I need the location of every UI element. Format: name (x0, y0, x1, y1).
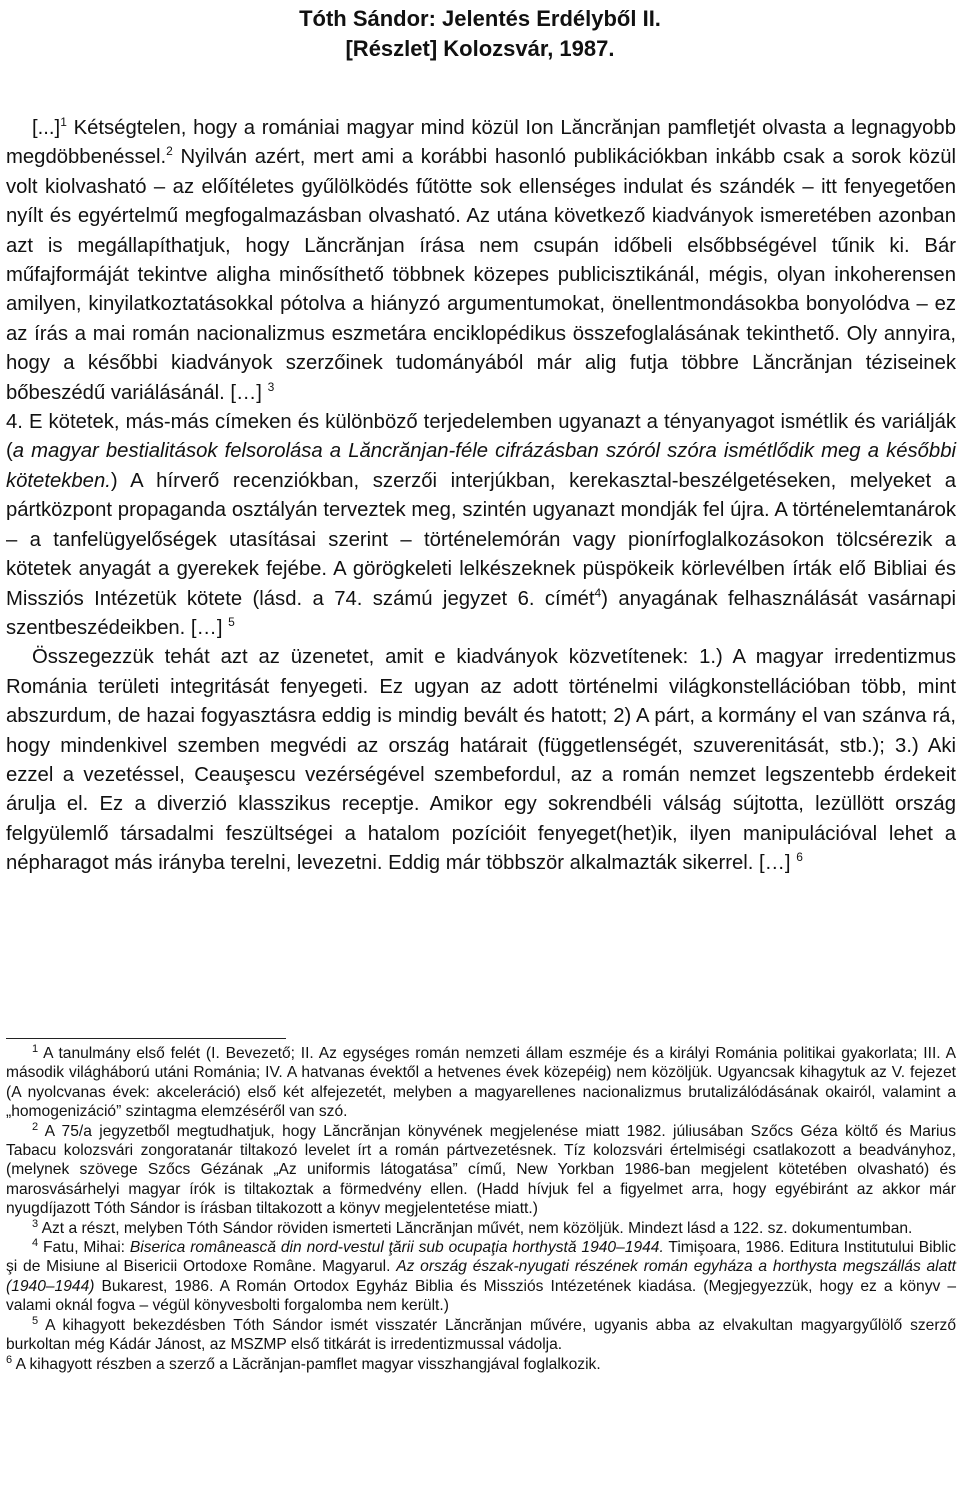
paragraph-1-text-b: Nyilván azért, mert ami a korábbi hasonló publikációkban inkább csak a sorok közül volt kiolvasható – az előítéletes gyűlölködés fűtötte sok ellenséges indulat és szándék – itt fenyegetően nyílt és egyértelmű megfogalmazásban olvasható. Az utána következő kiadványok ismeretében azonban azt is megállapíthatjuk, hogy Lăncrănjan írása nem csupán időbeli elsőbbségével tűnik ki. Bár műfajformáját tekintve aligha minősíthető többnek közepes publicisztikánál, mégis, olyan inkoherensen amilyen, kinyilatkoztatásokkal pótolva a hiányzó argumentumokat, önellentmondásokba bonyolódva – ez az írás a mai román nacionalizmus eszmetára enciklopédikus összefoglalásának tekinthető. Oly annyira, hogy a későbbi kiadványok szerzőinek tudományából már alig futja többre Lăncrănjan téziseinek bőbeszédű variálásánál. […] (6, 146, 956, 404)
footnote-number: 4 (32, 1236, 39, 1249)
footnote-2 (6, 1122, 956, 1219)
footnote-text: A kihagyott részben a szerző a Lăcrănjan-pamflet magyar visszhangjával foglalkozik. (12, 1355, 601, 1373)
footnote-3 (6, 1219, 956, 1238)
paragraph-1-text-a: Kétségtelen, hogy a romániai magyar mind közül Ion Lăncrănjan pamfletjét olvasta a legnagyobb megdöbbenéssel. (6, 117, 956, 169)
footnote-text-a: Fatu, Mihai: (38, 1239, 130, 1257)
footnote-number: 3 (32, 1217, 39, 1230)
footnote-ref-6[interactable]: 6 (796, 850, 803, 865)
footnote-number: 1 (32, 1042, 39, 1055)
main-text (6, 114, 956, 879)
footnote-5 (6, 1316, 956, 1355)
footnote-4 (6, 1238, 956, 1316)
footnote-ref-1[interactable]: 1 (60, 115, 67, 130)
paragraph-2-text-c: ) anyagának felhasználását vasárnapi szentbeszédeikben. […] (6, 587, 956, 639)
footnote-ref-2[interactable]: 2 (166, 144, 173, 159)
footnote-text: Azt a részt, melyben Tóth Sándor röviden ismerteti Lăncrănjan művét, nem közöljük. Mindezt lásd a 122. sz. dokumentumban. (38, 1219, 913, 1237)
paragraph-1 (6, 114, 956, 408)
footnote-text: A kihagyott bekezdésben Tóth Sándor ismét visszatér Lăncrănjan művére, ugyanis abba az elvakultan magyargyűlölő szerző burkoltan még Kádár Jánost, az MSZMP első titkárát is irredentizmussal vádolja. (6, 1316, 956, 1354)
footnote-text: A tanulmány első felét (I. Bevezető; II. Az egységes román nemzeti állam eszméje és a királyi Románia politikai gyakorlata; III. A második világháború utáni Románia; IV. A hatvanas évektől a hetvenes évek közepéig) nem közöljük. Ugyancsak kihagytuk az V. fejezet (A nyolcvanas évek: akceleráció) első két alfejezetét, melyben a magyarellenes nacionalizmus brutalizálódásának okairól, valamint a „homogenizáció” szintagma elemzéséről van szó. (6, 1045, 956, 1121)
footnote-number: 6 (6, 1353, 13, 1366)
footnote-number: 5 (32, 1314, 39, 1327)
ellipsis: [...] (32, 117, 61, 139)
footnote-6 (6, 1355, 956, 1374)
footnote-text-c: Bukarest, 1986. A Román Ortodox Egyház Biblia és Missziós Intézetének kiadása. (Megjegyezzük, hogy ez a könyv – valami oknál fogva – végül könyvesbolti forgalomba nem került.) (6, 1277, 956, 1315)
footnote-text: A 75/a jegyzetből megtudhatjuk, hogy Lăncrănjan könyvének megjelenése miatt 1982. júliusában Szőcs Géza költő és Marius Tabacu kolozsvári zongoratanár tiltakozó levelet írt a román pártvezetésnek. Tíz kolozsvári értelmiségi csatlakozott a beadványhoz, (melynek szövege Szőcs Gézának „Az uniformis látogatása” című, New Yorkban 1986-ban megjelent kötetében olvasható) és marosvásárhelyi magyar írók is tiltakoztak a förmedvény ellen. (Hadd hívjuk fel a figyelmet arra, hogy egyébiránt az akkor már nyugdíjazott Tóth Sándor is írásban tiltakozott a könyv megjelentetése miatt.) (6, 1122, 956, 1218)
paragraph-3-text: Összegezzük tehát azt az üzenetet, amit e kiadványok közvetítenek: 1.) A magyar irredentizmus Románia területi integritását fenyegeti. Ez ugyan az adott történelmi világkonstellációban több, mint abszurdum, de hazai fogyasztásra eddig is mindig bevált és hatott; 2) A párt, a kormány el van szánva rá, hogy mindenkivel szemben megvédi az ország határait (függetlenségét, szuverenitását, stb.); 3.) Aki ezzel a vezetéssel, Ceauşescu vezérségével szembefordul, az a román nemzet legszentebb érdekeit árulja el. Ez a diverzió klasszikus receptje. Amikor egy sokrendbéli válság sújtotta, lezüllött ország felgyülemlő társadalmi feszültségei a hatalom pozícióit fenyeget(het)ik, ilyen manipulációval lehet a népharagot más irányba terelni, levezetni. Eddig már többször alkalmazták sikerrel. […] (6, 646, 956, 875)
footnote-ref-5[interactable]: 5 (228, 615, 235, 630)
title-block (0, 4, 960, 64)
footnote-number: 2 (32, 1120, 39, 1133)
paragraph-2-italic: a magyar bestialitások felsorolása a Lăncrănjan-féle cifrázásban szóról szóra ismétlődik meg a későbbi kötetekben. (6, 440, 956, 492)
footnotes (6, 1044, 956, 1374)
footnote-italic-title-hu: Az ország észak-nyugati részének román egyháza a horthysta megszállás alatt (1940–1944) (6, 1258, 956, 1295)
footnote-1 (6, 1044, 956, 1122)
footnote-italic-title: Biserica românească din nord-vestul ţării sub ocupaţia horthystă 1940–1944. (129, 1239, 664, 1257)
footnote-ref-3[interactable]: 3 (267, 379, 275, 394)
footnote-ref-4[interactable]: 4 (594, 585, 602, 600)
paragraph-2-text-a: 4. E kötetek, más-más címeken és különböző terjedelemben ugyanazt a tényanyagot ismétlik és variálják ( (6, 411, 956, 463)
footnote-text-b: Timişoara, 1986. Editura Institutului Biblic şi de Misiune al Bisericii Ortodoxe Române. Magyarul. (6, 1239, 956, 1276)
paragraph-2-text-b: ) A hírverő recenziókban, szerzői interjúkban, kerekasztal-beszélgetéseken, melyeket a pártközpont propaganda osztályán terveztek meg, szintén ugyanazt mondják fel újra. A történelemtanárok – a tanfelügyelőségek utasításai szerint – történelemórán vagy pionírfoglalkozásokon tölcsérezik a kötetek anyagát a gyerekek fejébe. A görögkeleti lelkészeknek püspökeik körlevélben írták elő Bibliai és Missziós Intézetük kötete (lásd. a 74. számú jegyzet 6. címét (6, 469, 956, 610)
page-subtitle: [Részlet] Kolozsvár, 1987. (345, 36, 615, 61)
paragraph-3 (6, 643, 956, 878)
footnote-divider (6, 1038, 286, 1039)
paragraph-2 (6, 408, 956, 643)
page-title: Tóth Sándor: Jelentés Erdélyből II. (299, 6, 661, 31)
